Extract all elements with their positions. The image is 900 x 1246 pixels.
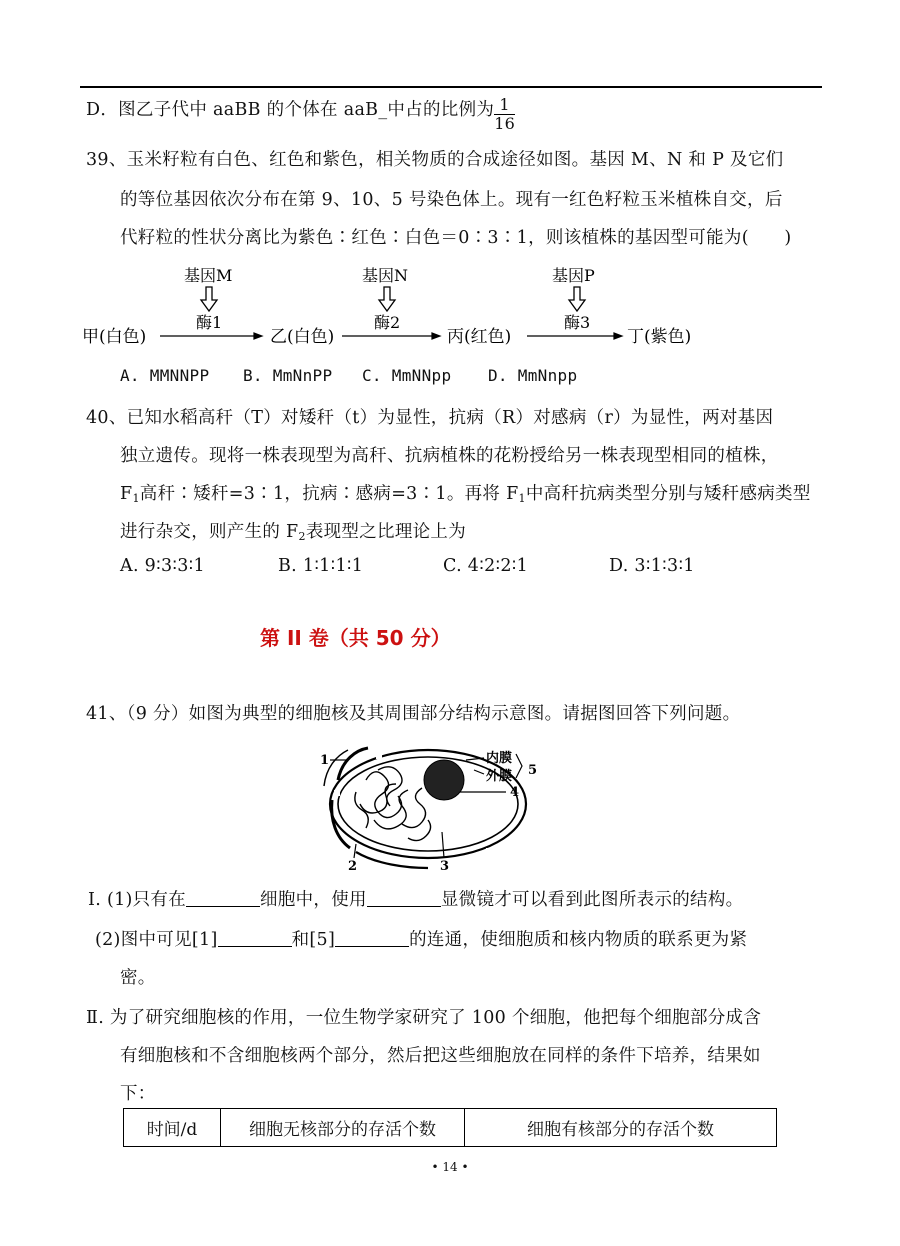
q40-line3: [120, 480, 811, 505]
q38-option-d: [86, 96, 515, 133]
q40-option-b: B. 1∶1∶1∶1: [278, 556, 364, 576]
q41-part3-line3: 下：: [120, 1084, 156, 1104]
page-number: • 14 •: [431, 1160, 469, 1174]
q41-intro: 41、（9 分）如图为典型的细胞核及其周围部分结构示意图。请据图回答下列问题。: [86, 704, 741, 724]
fraction: [494, 96, 515, 133]
text-fragment: (2)图中可见[1]: [95, 930, 218, 950]
substance-ding: 丁(紫色): [627, 327, 692, 347]
arrow-right-icon: [254, 333, 262, 339]
table-header-with-nucleus: 细胞有核部分的存活个数: [465, 1109, 777, 1147]
arrow-right-icon: [432, 333, 440, 339]
text-fragment: 的连通，使细胞质和核内物质的联系更为紧: [409, 930, 748, 950]
arrow-down-icon: [379, 287, 395, 311]
q39-option-d: D. MmNnpp: [488, 366, 578, 385]
arrow-right-icon: [614, 333, 622, 339]
label-2: 2: [348, 859, 358, 874]
answer-blank[interactable]: [367, 890, 441, 907]
substance-bing: 丙(红色): [447, 327, 512, 347]
cell-nucleus-diagram: [316, 740, 552, 876]
q40-option-d: D. 3∶1∶3∶1: [609, 556, 695, 576]
label-5: 5: [528, 763, 538, 778]
q40-line1: 40、已知水稻高秆（T）对矮秆（t）为显性，抗病（R）对感病（r）为显性，两对基因: [86, 408, 774, 428]
text-fragment: 进行杂交，则产生的 F: [120, 522, 299, 542]
q40-line4: [120, 518, 466, 543]
arrow-down-icon: [569, 287, 585, 311]
text-fragment: Ⅰ. (1)只有在: [88, 890, 187, 910]
arrow-down-icon: [201, 287, 217, 311]
q39-option-c: C. MmNNpp: [362, 366, 452, 385]
text-fragment: 显微镜才可以看到此图所表示的结构。: [440, 890, 744, 910]
outer-nuclear-membrane: [330, 750, 526, 858]
q40-line2: 独立遗传。现将一株表现型为高秆、抗病植株的花粉授给另一株表现型相同的植株，: [120, 446, 779, 466]
label-1: 1: [320, 753, 330, 768]
answer-blank[interactable]: [335, 930, 409, 947]
substance-yi: 乙(白色): [270, 327, 335, 347]
gene-n-label: 基因N: [362, 266, 409, 285]
fraction-denominator: 16: [494, 114, 516, 133]
enzyme-2-label: 酶2: [374, 313, 401, 332]
label-3: 3: [440, 859, 450, 874]
answer-blank[interactable]: [186, 890, 260, 907]
text-fragment: 表现型之比理论上为: [305, 522, 467, 542]
gene-p-label: 基因P: [552, 266, 595, 285]
q39-option-a: A. MMNNPP: [120, 366, 210, 385]
section-2-title: 第 II 卷（共 50 分）: [260, 626, 451, 650]
q38-option-d-text: D．图乙子代中 aaBB 的个体在 aaB_中占的比例为: [86, 100, 495, 120]
subscript: 1: [132, 492, 140, 505]
text-fragment: 和[5]: [291, 930, 336, 950]
enzyme-1-label: 酶1: [196, 313, 223, 332]
q40-option-a: A. 9∶3∶3∶1: [120, 556, 205, 576]
text-fragment: F: [120, 484, 133, 504]
subscript: 2: [298, 530, 306, 543]
q40-option-c: C. 4∶2∶2∶1: [443, 556, 529, 576]
q41-part2-cont: 密。: [120, 968, 156, 988]
table-header-time: 时间/d: [124, 1109, 221, 1147]
enzyme-3-label: 酶3: [564, 313, 591, 332]
label-outer-membrane: 外膜: [486, 769, 513, 784]
label-inner-membrane: 内膜: [486, 751, 513, 766]
q41-part2: [95, 926, 747, 951]
synthesis-pathway-diagram: [80, 262, 720, 354]
q41-part3-line1: Ⅱ. 为了研究细胞核的作用，一位生物学家研究了 100 个细胞，他把每个细胞部分成含: [86, 1008, 762, 1028]
q39-line1: 39、玉米籽粒有白色、红色和紫色，相关物质的合成途径如图。基因 M、N 和 P 及它们: [86, 150, 784, 170]
gene-m-label: 基因M: [184, 266, 233, 285]
text-fragment: 细胞中，使用: [260, 890, 367, 910]
q41-part3-line2: 有细胞核和不含细胞核两个部分，然后把这些细胞放在同样的条件下培养，结果如: [120, 1046, 761, 1066]
fraction-numerator: 1: [494, 96, 515, 115]
label-4: 4: [510, 785, 520, 800]
q39-option-b: B. MmNnPP: [243, 366, 333, 385]
table-header-no-nucleus: 细胞无核部分的存活个数: [221, 1109, 465, 1147]
subscript: 1: [518, 492, 526, 505]
results-table: [123, 1108, 777, 1147]
q39-line2: 的等位基因依次分布在第 9、10、5 号染色体上。现有一红色籽粒玉米植株自交，后: [120, 190, 783, 210]
table-header-row: [124, 1109, 777, 1147]
q39-line3: 代籽粒的性状分离比为紫色∶红色∶白色＝0∶3∶1，则该植株的基因型可能为( ): [120, 228, 792, 248]
q41-part1: [88, 886, 743, 911]
brace-icon: [516, 754, 522, 778]
header-rule: [80, 86, 822, 88]
answer-blank[interactable]: [218, 930, 292, 947]
substance-jia: 甲(白色): [82, 327, 147, 347]
text-fragment: 中高秆抗病类型分别与矮秆感病类型: [525, 484, 811, 504]
text-fragment: 高秆∶矮秆=3∶1，抗病∶感病=3∶1。再将 F: [139, 484, 519, 504]
